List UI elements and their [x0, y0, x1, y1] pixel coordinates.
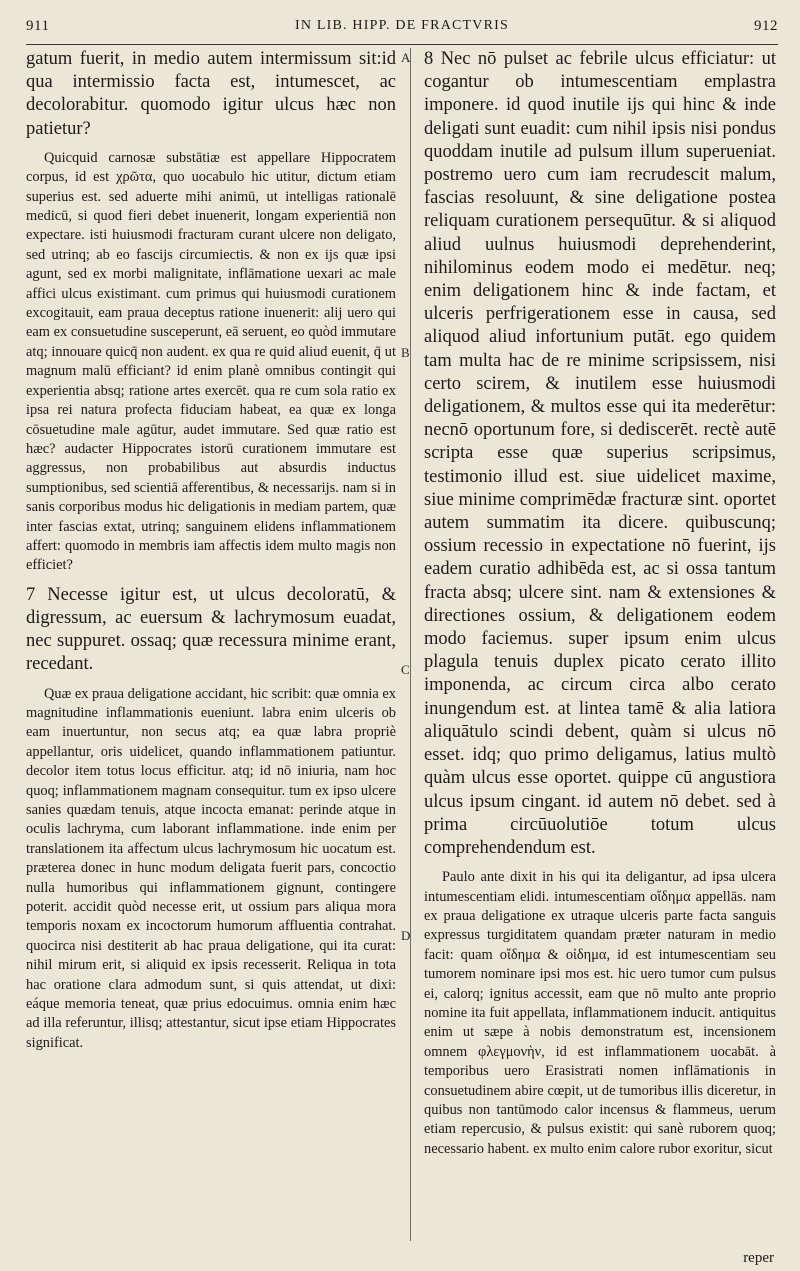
right-column — [424, 48, 776, 1241]
hippocrates-section-7: 7 Necesse igitur est, ut ulcus decoloratū, & digressum, ac euersum & lachrymosum euadat, nec suppuret. ossaq; quæ recessura minime erant, recedant. — [26, 584, 396, 675]
left-page-number: 911 — [26, 18, 50, 34]
left-column — [26, 48, 396, 1241]
commentary-paragraph: Quæ ex praua deligatione accidant, hic scribit: quæ omnia ex magnitudine inflammationis eueniunt. labra enim ulceris ob eam inuertuntur, non secus atq; ea quæ labra propriè appellantur, oris uidelicet, quando inflammationem patiuntur. decolor item totus locus efficitur. atq; id nō iniuria, nam hoc quoq; inflammationem magnam consequitur. tum ex ipso ulcere sanies quædam tenuis, atque incocta emanat: perinde atque in oculis lachryma, cum laborant inflammatione. inde enim per translationem ita affectum ulcus lachrymosum hic uocatum est. præterea donec in hunc modum deligata fuerit pars, concoctio nulla humoribus qui inflammationem gignunt, contingere poterit. accidit quòd necesse erit, ut ossium pars aliqua mora temporis noxam ex incoctorum humorum affluentia contrahat. quocirca nisi destiterit ab hac praua deligatione, qui ita curat: nihil mirum erit, si aliquid ex ipsis recesserit. Reliqua in tota hac oratione clara admodum sunt, si quis attendat, ut dixi: eáque memoria teneat, quæ prius edocuimus. omnia enim hæc ad illa referuntur, illisq; attestantur, sicut ipse etiam Hippocrates significat. — [26, 685, 396, 1051]
hippocrates-section-8: 8 Nec nō pulset ac febrile ulcus efficiatur: ut cogantur ob intumescentiam emplastra imponere. id quod inutile ijs qui hinc & inde deligati sunt euadit: cum nihil ipsis nisi pondus quoddam inutile ad pulsum illum superueniat. postremo uero cum iam recrudescit malum, fascias resoluunt, & sine deligatione postea reliquam curationem persequūtur. & si aliquod aliud uulnus huiusmodi deprehenderint, nihilominus eodem modo ei medētur. neq; enim deligationem hinc & inde factam, et ulceris perfrigerationem esse in causa, sed aliquod aliud infortunium putāt. ego quidem tam multa hac de re minime scripsissem, nisi certo scirem, & inutilem esse huiusmodi deligationem, & multos esse qui ita mederētur: necnō oportunum fore, si dediscerēt. rectè autē scripta esse quæ superius scripsimus, testimonio illud est. siue uidelicet maxime, siue minime comprimēdæ fracturæ sint. oportet autem summatim ita dicere. quibuscunq; ossium recessio in expectatione nō fuerint, ijs eadem curatio adhibēda est, ac si ossa tantum fracta absq; ulcere sint. nam & extensiones & directiones ossium, & deligationem eodem modo faciemus. super ipsum enim ulcus plagula tenuis duplex picato cerato illito imponenda, ac circum circa albo cerato inungendum est. at lintea tamē & alia latiora aliquātulo scindi debent, quàm si ulcus nō esset. idq; quo primo deligamus, latius multò quàm ulcus esse oportet. quippe cū angustiora ulcus ipsum cingant. id autem nō debet. sed à prima circūuolutiōe totum ulcus comprehendendum est. — [424, 49, 776, 858]
right-page-number: 912 — [754, 18, 778, 34]
hippocrates-text-continued: gatum fuerit, in medio autem intermissum sit:id qua intermissio facta est, intumescet, ac decolorabitur. quomodo igitur ulcus hæc non patietur? — [26, 49, 396, 139]
running-title: IN LIB. HIPP. DE FRACTVRIS — [295, 18, 509, 33]
margin-marker-d: D — [401, 928, 411, 943]
margin-marker-a: A — [401, 50, 411, 65]
margin-marker-b: B — [401, 345, 410, 360]
commentary-paragraph: Quicquid carnosæ substātiæ est appellare Hippocratem corpus, id est χρῶτα, quo uocabulo hic utitur, dictum etiam superius est. sed aduerte mihi animū, ut intelligas rationalē medicū, si quod fieri debet inuenerit, longam experientiā non expectare. isti huiusmodi fracturam curant ulcere non deligato, sed utrinq; ab eo fascijs circumiectis. & non ex ijs quæ ipsi agunt, sed ex morbi malignitate, inflāmatione uexari ac male affici ulcus existimant. cum primus qui huiusmodi curationem excogitauit, eam praua deceptus ratione inuenerit: alij uero qui eam ex consuetudine susceperunt, eā seruent, eo quòd immutare atq; innouare quicq̄ non audent. ex qua re quid aliud euenit, q̄ ut magnum malū efficiant? id enim planè omnibus contingit qui experientia absq; ratione artes exercēt. qua re cum sola ratio ex ipsa rei natura profecta fiduciam habeat, ea quæ ex longa cōsuetudine male agūtur, audet immutare. Sed quæ ratio est hæc? audacter Hippocrates istorū curationem immutare est aggressus, non probabilibus aut absurdis inductus sumptionibus, sed scientiā afferentibus, & necessarijs. nam si in sanis corporibus modus hic deligationis in mediam partem, quæ inter fascias extat, utrinq; sanguinem elidens inflammationem affert: quomodo in membris iam affectis idem multo magis non efficiet? — [26, 149, 396, 574]
column-divider — [410, 48, 411, 1241]
page-header — [26, 14, 778, 45]
margin-marker-c: C — [401, 662, 410, 677]
commentary-paragraph: Paulo ante dixit in his qui ita deligantur, ad ipsa ulcera intumescentiam elidi. intumescentiam οἴδημα appellās. nam ex praua deligatione ex utraque ulceris parte facta sanguis expressus turgiditatem quandam præter naturam in medio facit: quam οἴδημα & οἰδημα, id est intumescentiam seu tumorem nominare ipsi mos est. hic uero tumor cum pulsus ei, calorq; ignitus accessit, eam que nō multo ante proprio nomine ita fuit appellata, inflammationem inducit. antiquitus enim ut sæpe à nobis demonstratum est, incensionem omnem φλεγμονὴν, id est inflammationem uocabāt. à temporibus uero Erasistrati nomen inflāmationis in consuetudinem abire cœpit, ut de tumoribus illis diceretur, in quibus non tantūmodo calor incensus & flammeus, uerum etiam repercusio, & pulsus existit: qui sanè ruborem quoq; necessario habent. ex multo enim calore rubor exoritur, sicut — [424, 869, 776, 1157]
catchword: reper — [743, 1250, 774, 1266]
